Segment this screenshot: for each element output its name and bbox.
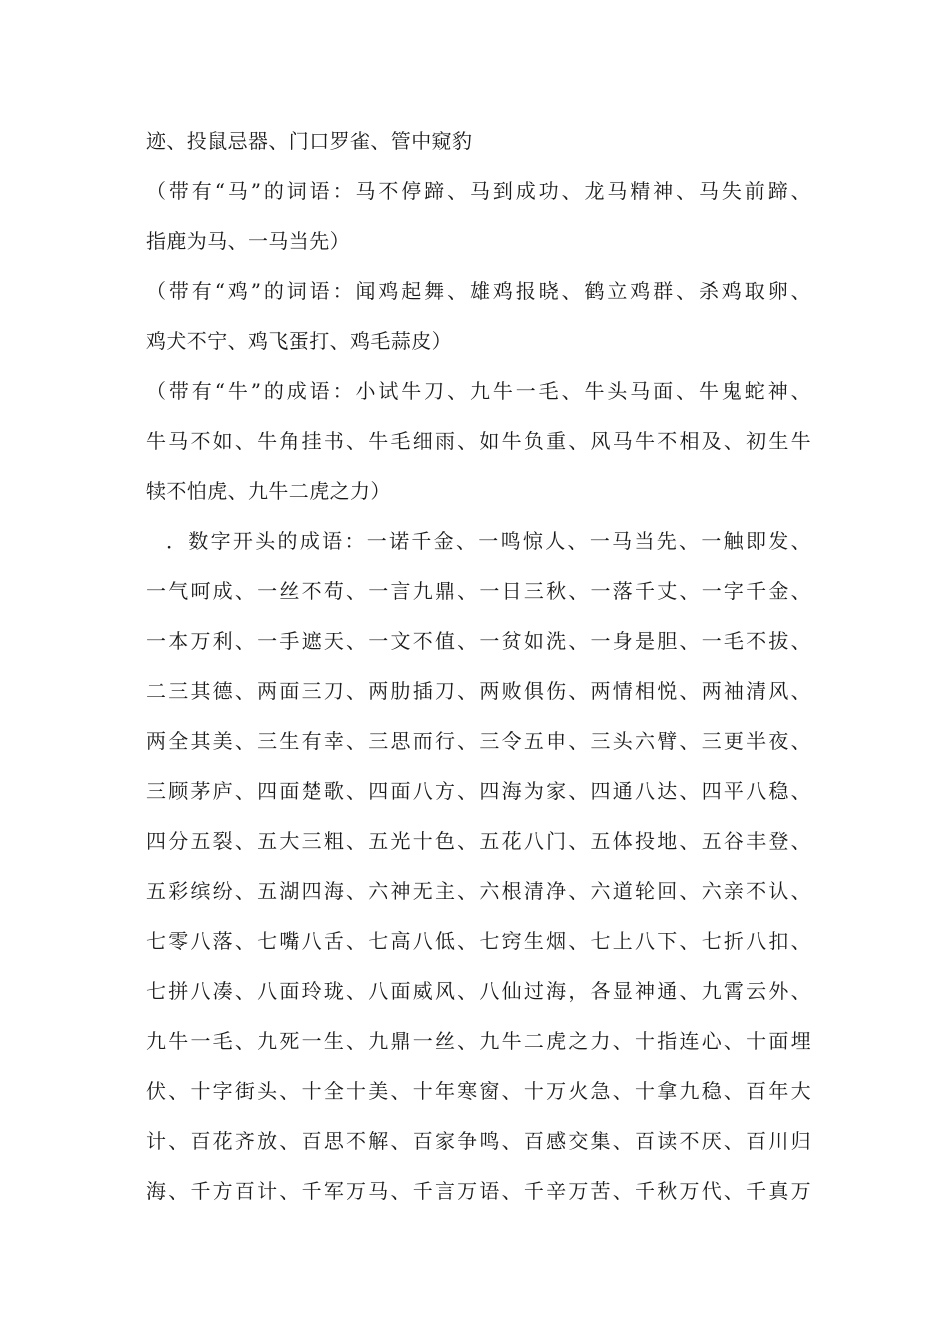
text-line: 计、百花齐放、百思不解、百家争鸣、百感交集、百读不厌、百川归 (146, 1129, 811, 1153)
text-line: 七零八落、七嘴八舌、七高八低、七窍生烟、七上八下、七折八扣、 (146, 929, 811, 953)
text-line: （带有“鸡”的词语：闻鸡起舞、雄鸡报晓、鹤立鸡群、杀鸡取卵、 (146, 279, 811, 303)
text-line: ．数字开头的成语：一诺千金、一鸣惊人、一马当先、一触即发、 (166, 529, 811, 553)
text-line: 三顾茅庐、四面楚歌、四面八方、四海为家、四通八达、四平八稳、 (146, 779, 811, 803)
text-line: （带有“马”的词语：马不停蹄、马到成功、龙马精神、马失前蹄、 (146, 179, 811, 203)
text-line: （带有“牛”的成语：小试牛刀、九牛一毛、牛头马面、牛鬼蛇神、 (146, 379, 811, 403)
text-line: 指鹿为马、一马当先） (146, 229, 350, 253)
text-line: 二三其德、两面三刀、两肋插刀、两败俱伤、两情相悦、两袖清风、 (146, 679, 811, 703)
text-line: 七拼八凑、八面玲珑、八面威风、八仙过海，各显神通、九霄云外、 (146, 979, 811, 1003)
text-line: 迹、投鼠忌器、门口罗雀、管中窥豹 (146, 129, 473, 153)
text-line: 牛马不如、牛角挂书、牛毛细雨、如牛负重、风马牛不相及、初生牛 (146, 429, 811, 453)
text-line: 两全其美、三生有幸、三思而行、三令五申、三头六臂、三更半夜、 (146, 729, 811, 753)
text-line: 一本万利、一手遮天、一文不值、一贫如洗、一身是胆、一毛不拔、 (146, 629, 811, 653)
text-line: 一气呵成、一丝不苟、一言九鼎、一日三秋、一落千丈、一字千金、 (146, 579, 811, 603)
document-body (146, 116, 811, 1216)
text-line: 四分五裂、五大三粗、五光十色、五花八门、五体投地、五谷丰登、 (146, 829, 811, 853)
text-line: 五彩缤纷、五湖四海、六神无主、六根清净、六道轮回、六亲不认、 (146, 879, 811, 903)
text-line: 伏、十字街头、十全十美、十年寒窗、十万火急、十拿九稳、百年大 (146, 1079, 811, 1103)
text-line: 海、千方百计、千军万马、千言万语、千辛万苦、千秋万代、千真万 (146, 1179, 811, 1203)
text-line: 犊不怕虎、九牛二虎之力） (146, 479, 391, 503)
text-line: 九牛一毛、九死一生、九鼎一丝、九牛二虎之力、十指连心、十面埋 (146, 1029, 811, 1053)
text-line: 鸡犬不宁、鸡飞蛋打、鸡毛蒜皮） (146, 329, 452, 353)
